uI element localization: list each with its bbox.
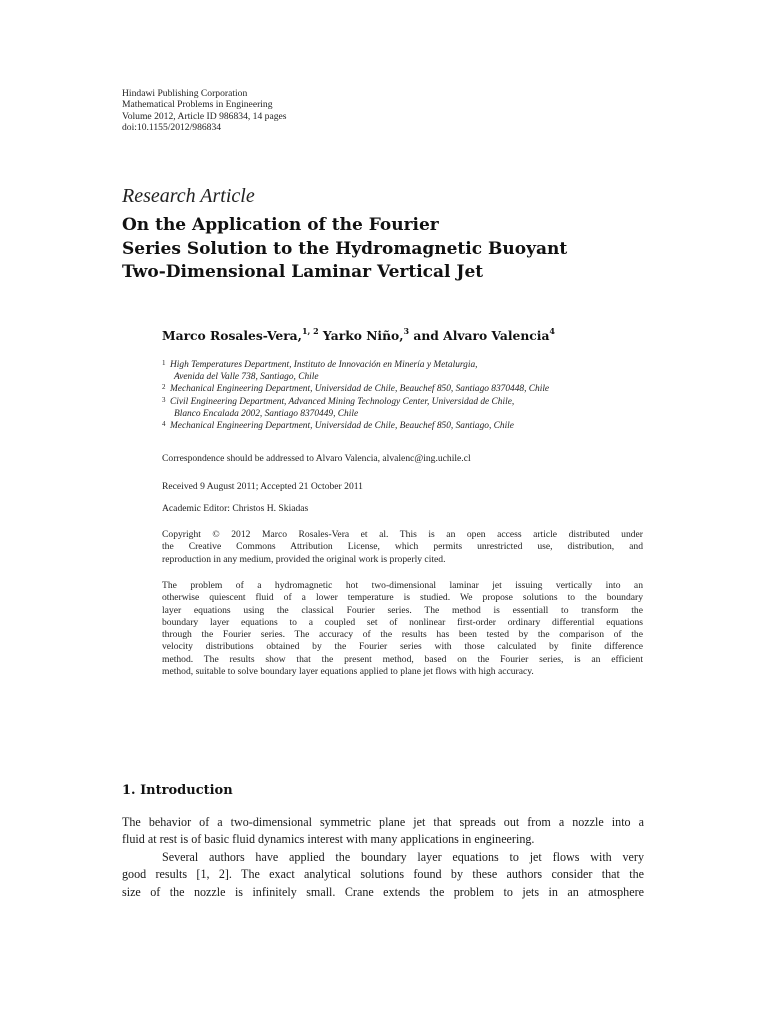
affiliation-line: Avenida del Valle 738, Santiago, Chile: [174, 372, 319, 383]
abstract: [162, 580, 643, 678]
received-dates: Received 9 August 2011; Accepted 21 October 2011: [162, 481, 363, 492]
correspondence: Correspondence should be addressed to Alvaro Valencia, alvalenc@ing.uchile.cl: [162, 453, 471, 464]
author-name: Marco Rosales-Vera,: [162, 328, 302, 344]
title-line: Two-Dimensional Laminar Vertical Jet: [122, 262, 484, 282]
paper-title: [122, 214, 642, 285]
academic-editor: Academic Editor: Christos H. Skiadas: [162, 503, 309, 514]
body-text: [122, 814, 644, 901]
copyright-line: Copyright © 2012 Marco Rosales-Vera et al. This is an open access article distributed under: [162, 529, 643, 540]
author-name: and Alvaro Valencia: [409, 328, 550, 344]
body-line: good results [1, 2]. The exact analytical solutions found by these authors consider that the: [122, 867, 644, 882]
article-type: Research Article: [122, 185, 255, 207]
title-line: On the Application of the Fourier: [122, 215, 439, 235]
abstract-line: velocity distributions obtained by the Fourier series with those calculated by finite difference: [162, 641, 643, 653]
author-list: [162, 327, 555, 343]
body-line: fluid at rest is of basic fluid dynamics interest with many applications in engineering.: [122, 832, 535, 847]
affiliation-line: Civil Engineering Department, Advanced Mining Technology Center, Universidad de Chile,: [170, 396, 515, 407]
affiliation: [162, 359, 642, 383]
affiliation: [162, 383, 642, 395]
abstract-line: layer equations using the classical Fourier series. The method is essentiall to transform the: [162, 604, 643, 616]
affiliation-number: 4: [162, 420, 166, 429]
journal-header: [122, 88, 287, 134]
affiliation: [162, 396, 642, 420]
title-line: Series Solution to the Hydromagnetic Buoyant: [122, 238, 568, 259]
body-line: size of the nozzle is infinitely small. Crane extends the problem to jets in an atmosphere: [122, 884, 644, 899]
affiliation-line: High Temperatures Department, Instituto de Innovación en Minería y Metalurgia,: [170, 360, 478, 370]
abstract-line: The problem of a hydromagnetic hot two-dimensional laminar jet issuing vertically into an: [162, 580, 643, 591]
affiliation-line: Blanco Encalada 2002, Santiago 8370449, Chile: [174, 408, 359, 419]
journal-doi: doi:10.1155/2012/986834: [122, 122, 222, 134]
abstract-line: boundary layer equations to a coupled set of nonlinear first-order ordinary differential equations: [162, 616, 643, 628]
copyright-notice: [162, 529, 643, 566]
affiliation-number: 1: [162, 359, 166, 367]
affiliations: [162, 359, 642, 432]
abstract-line: otherwise quiescent fluid of a lower temperature is studied. We propose solutions to the boundary: [162, 592, 643, 604]
affiliation-line: Mechanical Engineering Department, Universidad de Chile, Beauchef 850, Santiago 8370448, Chile: [170, 384, 550, 395]
author-affil-ref: 1, 2: [301, 326, 319, 336]
copyright-line: reproduction in any medium, provided the original work is properly cited.: [162, 553, 446, 565]
journal-name: Mathematical Problems in Engineering: [122, 99, 273, 111]
abstract-line: method. The results show that the present method, based on the Fourier series, is an efficient: [162, 653, 643, 665]
affiliation-number: 3: [162, 395, 166, 404]
affiliation: [162, 420, 642, 432]
author-name: Yarko Niño,: [318, 328, 404, 344]
affiliation-number: 2: [162, 383, 166, 392]
body-line: Several authors have applied the boundary layer equations to jet flows with very: [162, 849, 644, 864]
publisher: Hindawi Publishing Corporation: [122, 88, 248, 99]
section-heading: 1. Introduction: [122, 783, 233, 798]
journal-volume: Volume 2012, Article ID 986834, 14 pages: [122, 110, 287, 122]
abstract-line: through the Fourier series. The accuracy of the results has been tested by the comparison of the: [162, 629, 643, 641]
affiliation-line: Mechanical Engineering Department, Universidad de Chile, Beauchef 850, Santiago, Chile: [170, 421, 514, 432]
author-affil-ref: 3: [403, 326, 410, 336]
author-affil-ref: 4: [549, 326, 555, 336]
abstract-line: method, suitable to solve boundary layer equations applied to plane jet flows with high accuracy.: [162, 666, 534, 678]
copyright-line: the Creative Commons Attribution License, which permits unrestricted use, distribution, and: [162, 541, 643, 553]
body-line: The behavior of a two-dimensional symmetric plane jet that spreads out from a nozzle into a: [122, 815, 644, 829]
